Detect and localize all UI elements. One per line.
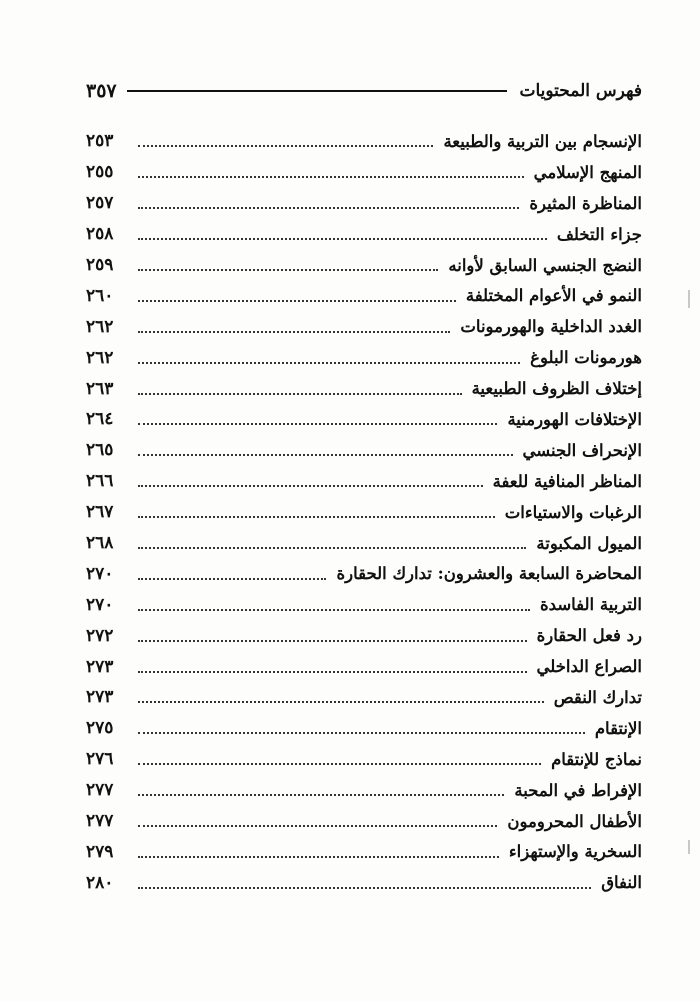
toc-entry-page: ٢٦٣ — [86, 378, 114, 399]
toc-entry-title: نماذج للإنتقام — [551, 749, 642, 769]
toc-entry — [86, 219, 642, 250]
dot-leader — [138, 856, 499, 858]
toc-entry — [86, 404, 642, 435]
toc-entry — [86, 682, 642, 713]
toc-entry-title: النمو في الأعوام المختلفة — [465, 286, 642, 306]
toc-entry-page: ٢٥٩ — [86, 255, 114, 275]
toc-entry-page: ٢٦٧ — [86, 502, 114, 523]
dot-leader — [138, 362, 520, 364]
dot-leader — [138, 269, 438, 271]
toc-entry-title: الإنسجام بين التربية والطبيعة — [443, 131, 642, 151]
toc-entry-page: ٢٧٠ — [86, 563, 114, 584]
toc-entry-page: ٢٧٣ — [86, 687, 114, 708]
scan-edge-mark — [688, 840, 690, 854]
toc-entry — [86, 157, 642, 188]
toc-entry-title: المحاضرة السابعة والعشرون: تدارك الحقارة — [336, 564, 642, 584]
toc-entry-page: ٢٥٧ — [86, 193, 114, 214]
toc-entry-title: الأطفال المحرومون — [507, 811, 642, 831]
toc-entry — [86, 280, 642, 311]
dot-leader — [138, 454, 513, 456]
toc-entry-page: ٢٧٥ — [86, 718, 114, 739]
toc-entry — [86, 250, 642, 281]
dot-leader — [138, 485, 483, 487]
toc-entry — [86, 836, 642, 867]
toc-entry-title: هورمونات البلوغ — [530, 348, 642, 368]
toc-entry-page: ٢٨٠ — [86, 872, 114, 893]
toc-entry — [86, 775, 642, 806]
table-of-contents — [86, 126, 642, 898]
toc-entry-title: المناظر المنافية للعفة — [492, 471, 642, 491]
toc-entry-page: ٢٧٧ — [86, 780, 114, 801]
dot-leader — [138, 238, 547, 240]
toc-entry-title: التربية الفاسدة — [540, 595, 642, 615]
toc-entry-page: ٢٦٨ — [86, 533, 114, 554]
toc-entry-page: ٢٧٣ — [86, 656, 114, 677]
toc-entry-page: ٢٦٥ — [86, 440, 114, 461]
toc-entry — [86, 806, 642, 837]
toc-entry-page: ٢٦٢ — [86, 347, 114, 368]
toc-entry-page: ٢٧٢ — [86, 625, 114, 646]
toc-entry-title: النفاق — [601, 873, 642, 893]
dot-leader — [138, 516, 495, 518]
toc-entry-title: الغدد الداخلية والهورمونات — [460, 317, 642, 337]
toc-entry-title: الميول المكبوتة — [536, 533, 642, 553]
toc-entry-title: الإختلافات الهورمنية — [507, 409, 642, 429]
toc-entry-title: الإنتقام — [594, 718, 642, 738]
toc-entry-title: إختلاف الظروف الطبيعية — [471, 379, 642, 399]
toc-entry — [86, 188, 642, 219]
dot-leader — [138, 578, 326, 580]
header-page-number: ٣٥٧ — [86, 80, 117, 102]
toc-entry-title: الإفراط في المحبة — [514, 780, 642, 800]
toc-entry — [86, 435, 642, 466]
toc-entry — [86, 373, 642, 404]
toc-entry-page: ٢٧٧ — [86, 811, 114, 832]
toc-entry-title: السخرية والإستهزاء — [508, 842, 642, 862]
toc-entry-title: رد فعل الحقارة — [536, 626, 642, 646]
toc-entry — [86, 589, 642, 620]
toc-entry — [86, 651, 642, 682]
dot-leader — [138, 640, 527, 642]
toc-entry — [86, 744, 642, 775]
toc-entry-title: الصراع الداخلي — [536, 657, 642, 677]
dot-leader — [138, 701, 544, 703]
dot-leader — [138, 825, 497, 827]
page-header — [86, 76, 642, 106]
toc-entry-title: المنهج الإسلامي — [533, 162, 642, 182]
toc-entry-page: ٢٦٦ — [86, 471, 114, 492]
toc-entry — [86, 558, 642, 589]
toc-entry-page: ٢٧٠ — [86, 594, 114, 615]
toc-entry-page: ٢٥٣ — [86, 131, 114, 152]
toc-entry-page: ٢٧٦ — [86, 749, 114, 770]
toc-entry-title: النضج الجنسي السابق لأوانه — [448, 255, 642, 275]
toc-entry — [86, 620, 642, 651]
toc-entry — [86, 466, 642, 497]
dot-leader — [138, 763, 541, 765]
dot-leader — [138, 393, 462, 395]
toc-entry-page: ٢٧٩ — [86, 841, 114, 862]
toc-entry — [86, 126, 642, 157]
toc-entry — [86, 497, 642, 528]
dot-leader — [138, 671, 527, 673]
toc-entry-page: ٢٦٢ — [86, 316, 114, 337]
dot-leader — [138, 145, 433, 147]
dot-leader — [138, 176, 524, 178]
dot-leader — [138, 331, 450, 333]
header-rule — [127, 90, 508, 92]
toc-entry-title: الإنحراف الجنسي — [522, 440, 642, 460]
toc-entry — [86, 528, 642, 559]
dot-leader — [138, 300, 456, 302]
toc-entry-page: ٢٥٨ — [86, 224, 114, 245]
dot-leader — [138, 547, 526, 549]
dot-leader — [138, 207, 519, 209]
toc-entry-title: جزاء التخلف — [556, 224, 642, 244]
toc-entry-page: ٢٦٠ — [86, 285, 114, 306]
toc-entry — [86, 311, 642, 342]
toc-entry-page: ٢٦٤ — [86, 409, 114, 430]
dot-leader — [138, 732, 585, 734]
header-title: فهرس المحتويات — [519, 81, 642, 101]
dot-leader — [138, 609, 530, 611]
toc-entry-title: الرغبات والاستياءات — [504, 502, 642, 522]
toc-entry — [86, 867, 642, 898]
toc-entry-page: ٢٥٥ — [86, 162, 114, 183]
dot-leader — [138, 887, 591, 889]
toc-entry-title: تدارك النقص — [553, 687, 642, 707]
toc-entry — [86, 713, 642, 744]
scan-edge-mark — [688, 290, 690, 308]
dot-leader — [138, 794, 504, 796]
toc-entry-title: المناظرة المثيرة — [529, 193, 642, 213]
toc-entry — [86, 342, 642, 373]
dot-leader — [138, 423, 497, 425]
